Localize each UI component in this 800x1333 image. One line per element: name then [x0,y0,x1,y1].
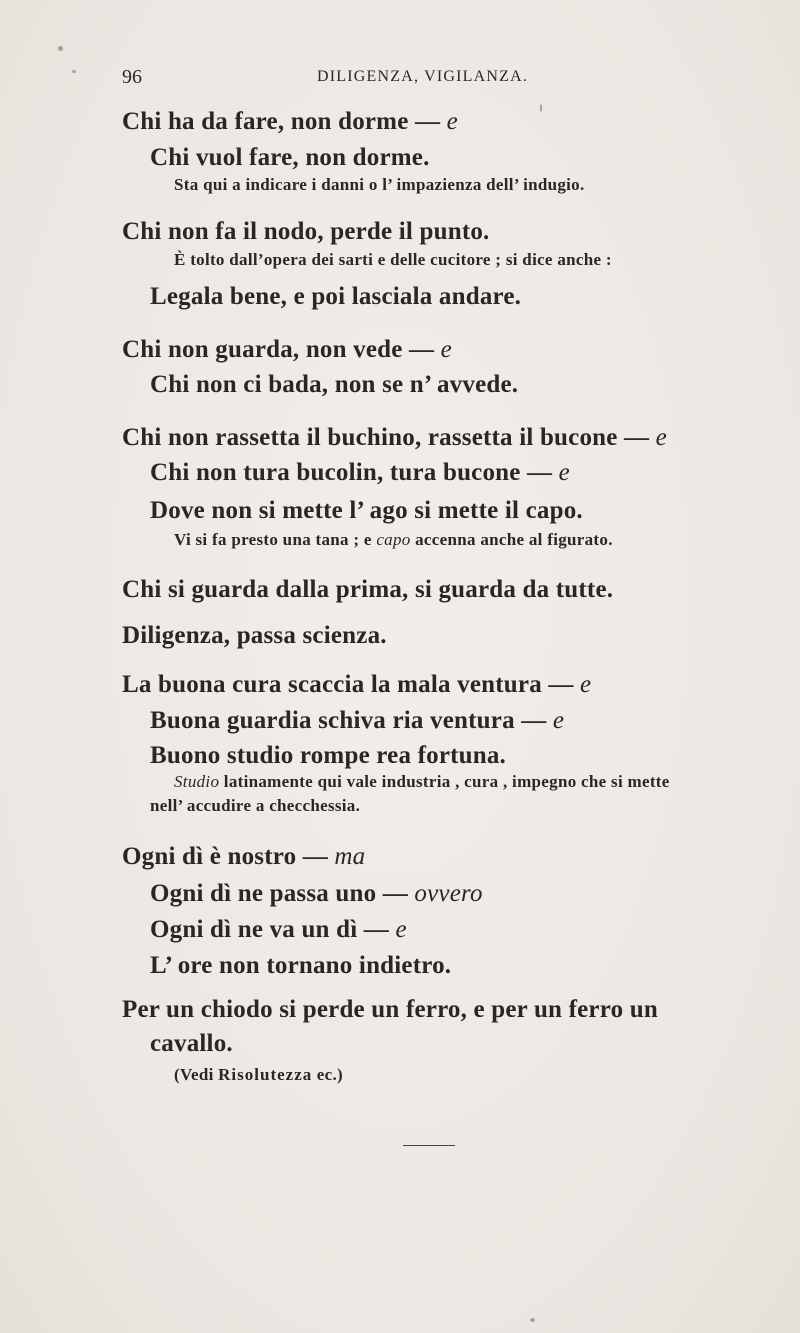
paper-speck [530,1318,535,1322]
italic-text: Studio [174,772,220,791]
proverb-line [150,952,451,980]
text-segment: latinamente qui vale industria , cura , impegno che si mette [219,772,670,791]
proverb-line [150,283,521,311]
italic-text: e [558,459,570,486]
proverb-line [150,459,570,487]
text-segment: L’ ore non tornano indietro. [150,952,452,979]
bold-reference: Risolutezza [218,1065,313,1084]
italic-text: ovvero [414,880,483,907]
proverb-line [150,880,483,908]
note-line [174,772,670,792]
text-segment: Chi si guarda dalla prima, si guarda da tutte. [122,576,614,603]
proverb-line [122,218,490,246]
proverb-line [150,742,506,770]
paper-speck [72,70,76,73]
proverb-line [122,424,667,452]
text-segment: Sta qui a indicare i danni o l’ impazienza dell’ indugio. [174,175,585,194]
page-header [122,66,682,90]
proverb-line [122,336,452,364]
italic-text: ma [334,843,366,870]
text-segment: La buona cura scaccia la mala ventura — [122,671,580,698]
text-segment: Legala bene, e poi lasciala andare. [150,283,522,310]
paper-speck [58,46,63,51]
text-segment: Ogni dì ne va un dì — [150,916,396,943]
text-segment: Vi si fa presto una tana ; e [174,530,377,549]
text-segment: Chi non fa il nodo, perde il punto. [122,218,490,245]
running-title: DILIGENZA, VIGILANZA. [317,68,529,85]
text-segment: (Vedi [174,1065,219,1084]
text-segment: Chi ha da fare, non dorme — [122,108,447,135]
note-line [174,530,613,550]
note-line [174,175,585,195]
text-segment: cavallo. [150,1030,233,1057]
italic-text: e [552,707,565,734]
proverb-line [150,371,518,399]
note-line [174,250,612,270]
text-segment: Chi non rassetta il buchino, rassetta il bucone — [122,424,656,451]
note-line [174,1065,343,1085]
text-segment: Chi non ci bada, non se n’ avvede. [150,371,519,398]
proverb-line [122,576,613,604]
italic-text: e [446,108,458,135]
text-segment: nell’ accudire a checchessia. [150,796,361,815]
proverb-line [122,671,591,699]
note-line [150,796,360,816]
italic-text: e [395,916,407,943]
italic-text: e [580,671,592,698]
proverb-line [150,144,430,172]
proverb-line [122,108,458,136]
proverb-line [122,622,387,650]
proverb-line [150,707,564,735]
italic-text: capo [376,530,411,549]
text-segment: Per un chiodo si perde un ferro, e per un ferro un [122,996,658,1023]
text-segment: Chi non guarda, non vede — [122,336,441,363]
text-segment: Diligenza, passa scienza. [122,622,387,649]
text-segment: Chi non tura bucolin, tura bucone — [150,459,559,486]
page-number: 96 [122,66,142,88]
text-segment: Chi vuol fare, non dorme. [150,144,430,171]
text-segment: È tolto dall’opera dei sarti e delle cucitore ; si dice anche : [174,250,612,269]
proverb-line [150,497,583,525]
text-segment: Ogni dì ne passa uno — [150,880,415,907]
italic-text: e [440,336,452,363]
text-segment: Buono studio rompe rea fortuna. [150,742,507,769]
italic-text: e [655,424,667,451]
paper-speck [540,104,542,112]
text-segment: Buona guardia schiva ria ventura — [150,707,553,734]
proverb-line [122,843,365,871]
proverb-line [122,996,658,1024]
text-segment: Ogni dì è nostro — [122,843,335,870]
end-rule [403,1145,455,1146]
proverb-line [150,1030,233,1058]
proverb-line [150,916,407,944]
text-segment: ec.) [312,1065,344,1084]
text-segment: accenna anche al figurato. [410,530,613,549]
text-segment: Dove non si mette l’ ago si mette il capo. [150,497,583,524]
